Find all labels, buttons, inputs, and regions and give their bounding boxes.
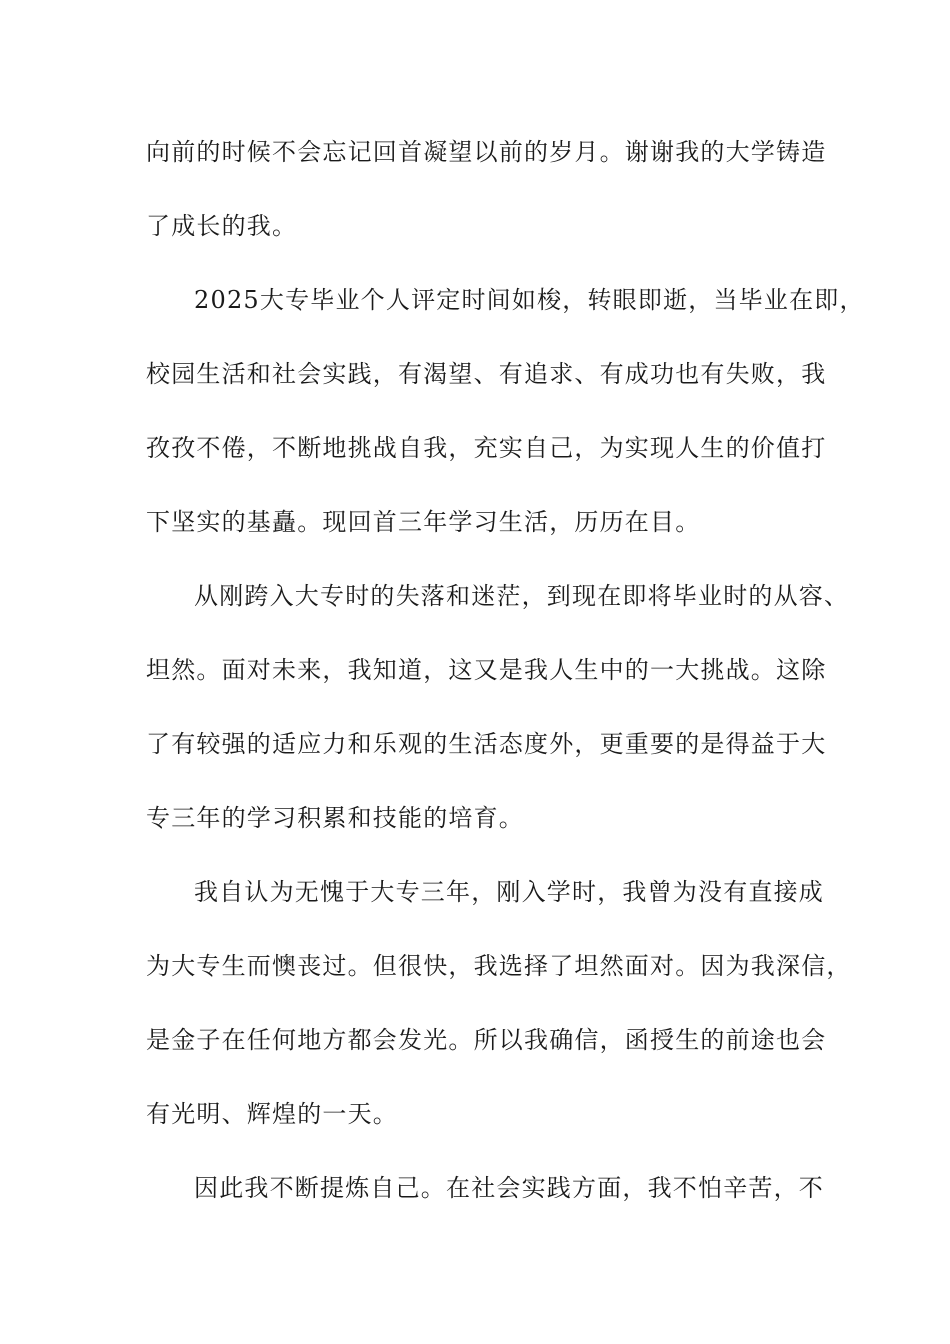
text-line-8: 坦然。面对未来，我知道，这又是我人生中的一大挑战。这除 [146, 656, 827, 684]
text-line-5: 孜孜不倦，不断地挑战自我，充实自己，为实现人生的价值打 [146, 434, 827, 462]
paragraph-start-line-7: 从刚跨入大专时的失落和迷茫，到现在即将毕业时的从容、 [194, 582, 850, 610]
text-line-9: 了有较强的适应力和乐观的生活态度外，更重要的是得益于大 [146, 730, 827, 758]
text-line-2: 了成长的我。 [146, 212, 298, 240]
text-line-14: 有光明、辉煌的一天。 [146, 1100, 398, 1128]
paragraph-start-line-3: 2025大专毕业个人评定时间如梭，转眼即逝，当毕业在即， [194, 286, 865, 314]
text-line-6: 下坚实的基矗。现回首三年学习生活，历历在目。 [146, 508, 701, 536]
text-line-10: 专三年的学习积累和技能的培育。 [146, 804, 524, 832]
text-line-4: 校园生活和社会实践，有渴望、有追求、有成功也有失败，我 [146, 360, 827, 388]
paragraph-start-line-11: 我自认为无愧于大专三年，刚入学时，我曾为没有直接成 [194, 878, 824, 906]
paragraph-start-line-15: 因此我不断提炼自己。在社会实践方面，我不怕辛苦，不 [194, 1174, 824, 1202]
text-line-12: 为大专生而懊丧过。但很快，我选择了坦然面对。因为我深信， [146, 952, 852, 980]
text-line-13: 是金子在任何地方都会发光。所以我确信，函授生的前途也会 [146, 1026, 827, 1054]
text-line-1: 向前的时候不会忘记回首凝望以前的岁月。谢谢我的大学铸造 [146, 138, 827, 166]
